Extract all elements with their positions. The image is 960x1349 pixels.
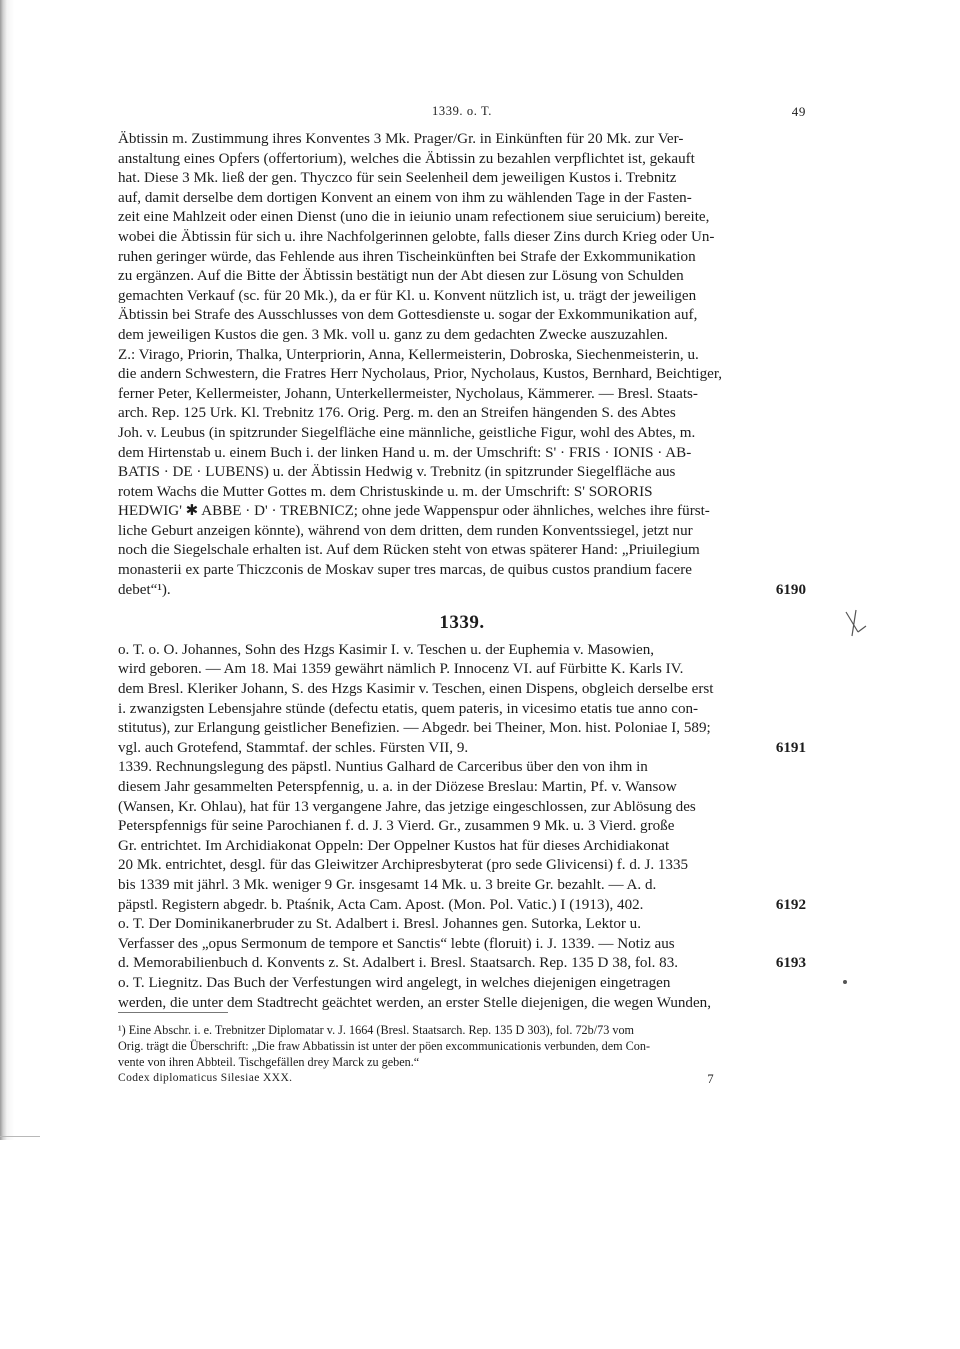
text-line: dem jeweiligen Kustos die gen. 3 Mk. voll u. ganz zu dem gedachten Zwecke auszuzahlen. xyxy=(118,326,668,343)
text-line: vgl. auch Grotefend, Stammtaf. der schles. Fürsten VII, 9. xyxy=(118,739,469,756)
text-line: o. T. o. O. Johannes, Sohn des Hzgs Kasimir I. v. Teschen u. der Euphemia v. Masowien, xyxy=(118,641,655,658)
running-head: 1339. o. T. xyxy=(432,104,492,118)
footnote-line: ¹) Eine Abschr. i. e. Trebnitzer Diplomatar v. J. 1664 (Bresl. Staatsarch. Rep. 135 D 303), fol. 72b/73 vom xyxy=(118,1023,635,1037)
text-line: wobei die Äbtissin für sich u. ihre Nachfolgerinnen gelobte, falls dieser Zins durch Krieg oder Un- xyxy=(118,228,715,245)
text-line: o. T. Liegnitz. Das Buch der Verfestungen wird angelegt, in welches diejenigen eingetragen xyxy=(118,974,671,991)
entry-next xyxy=(118,974,806,1013)
running-header xyxy=(118,104,806,124)
text-line: diesem Jahr gesammelten Peterspfennig, u. a. in der Diözese Breslau: Martin, Pf. v. Wansow xyxy=(118,779,677,795)
entry-6193 xyxy=(118,915,806,974)
text-line: BATIS · DE · LUBENS) u. der Äbtissin Hedwig v. Trebnitz (in spitzrunder Siegelfläche aus xyxy=(118,464,676,481)
text-line: ferner Peter, Kellermeister, Johann, Unterkellermeister, Nycholaus, Kämmerer. — Bresl. Staats- xyxy=(118,385,698,402)
page-body xyxy=(118,130,806,1013)
margin-dot xyxy=(843,980,847,984)
text-line: liche Geburt anzeigen könnte), während von dem dritten, dem runden Konventssiegel, jetzt nur xyxy=(118,522,693,539)
text-line: auf, damit derselbe dem dortigen Konvent an einem von ihm zu wählenden Tage in der Fasten- xyxy=(118,189,692,206)
entry-number: 6190 xyxy=(775,581,806,598)
footnote xyxy=(118,1022,806,1070)
text-line: päpstl. Registern abgedr. b. Ptaśnik, Acta Cam. Apost. (Mon. Pol. Vatic.) I (1913), 402. xyxy=(118,896,644,913)
entry-number: 6192 xyxy=(775,896,806,913)
text-line: 20 Mk. entrichtet, desgl. für das Gleiwitzer Archipresbyterat (pro sede Glivicensi) f. d. J. 1335 xyxy=(118,857,689,874)
text-line: Äbtissin bei Strafe des Ausschlusses von dem Gottesdienste u. sogar der Exkommunikation auf, xyxy=(118,307,698,324)
text-line: werden, die unter dem Stadtrecht geächtet werden, an erster Stelle diejenigen, die wegen Wunden, xyxy=(118,994,711,1011)
text-line: i. zwanzigsten Lebensjahre stünde (defectu etatis, quem pateris, in vicesimo etatis tue anno con- xyxy=(118,700,699,717)
text-line: wird geboren. — Am 18. Mai 1359 gewährt nämlich P. Innocenz VI. auf Fürbitte K. Karls IV. xyxy=(118,661,684,678)
entry-last-line xyxy=(118,954,806,974)
text-line: monasterii ex parte Thiczconis de Moskav super tres marcas, de quibus custos prandium facere xyxy=(118,562,692,579)
text-line: zu ergänzen. Auf die Bitte der Äbtissin bestätigt nun der Abt diesen zur Lösung von Schulden xyxy=(118,268,684,285)
text-line: arch. Rep. 125 Urk. Kl. Trebnitz 176. Orig. Perg. m. den an Streifen hängenden S. des Abtes xyxy=(118,405,676,422)
text-line: d. Memorabilienbuch d. Konvents z. St. Adalbert i. Bresl. Staatsarch. Rep. 135 D 38, fol. 83. xyxy=(118,955,679,972)
text-line: HEDWIG' ✱ ABBE · D' · TREBNICZ; ohne jede Wappenspur oder ähnliches, welches ihre fürst- xyxy=(118,503,710,520)
entry-6191 xyxy=(118,641,806,759)
signature-title: Codex diplomaticus Silesiae XXX. xyxy=(118,1072,293,1084)
entry-last-line xyxy=(118,739,806,759)
footnote-line: Orig. trägt die Überschrift: „Die fraw Abbatissin ist unter der pöen excommunicationis verbunden, dem Con- xyxy=(118,1039,651,1053)
text-line: 1339. Rechnungslegung des päpstl. Nuntius Galhard de Carceribus über den von ihm in xyxy=(118,759,648,776)
text-line: o. T. Der Dominikanerbruder zu St. Adalbert i. Bresl. Johannes gen. Sutorka, Lektor u. xyxy=(118,916,641,933)
text-line: debet“¹). xyxy=(118,581,171,598)
entry-number: 6193 xyxy=(775,955,806,972)
entry-6192 xyxy=(118,758,806,915)
text-line: Joh. v. Leubus (in spitzrunder Siegelfläche eine männliche, geistliche Figur, wohl des Abtes, m. xyxy=(118,424,696,441)
footnote-line: vente von ihren Abbteil. Tischgefällen drey Marck zu geben.“ xyxy=(118,1055,420,1069)
footnote-rule xyxy=(118,1012,228,1013)
entry-last-line xyxy=(118,896,806,916)
text-line: noch die Siegelschale erhalten ist. Auf dem Rücken steht von etwas späterer Hand: „Priuilegium xyxy=(118,542,700,559)
text-line: rotem Wachs die Mutter Gottes m. dem Christuskinde u. m. der Umschrift: S' SORORIS xyxy=(118,483,653,500)
text-line: Gr. entrichtet. Im Archidiakonat Oppeln: Der Oppelner Kustos hat für dieses Archidiakonat xyxy=(118,837,670,854)
text-line: hat. Diese 3 Mk. ließ der gen. Thyczco für sein Seelenheil dem jeweiligen Kustos i. Trebnitz xyxy=(118,170,677,187)
text-line: bis 1339 mit jährl. 3 Mk. weniger 9 Gr. insgesamt 14 Mk. u. 3 breite Gr. bezahlt. — A. d. xyxy=(118,876,657,893)
text-line: Z.: Virago, Priorin, Thalka, Unterpriorin, Anna, Kellermeisterin, Dobroska, Siechenmeisterin, u. xyxy=(118,346,699,363)
text-line: Peterspfennigs für seine Parochianen f. d. J. 3 Vierd. Gr., zusammen 9 Mk. u. 3 Vierd. große xyxy=(118,818,675,835)
scan-edge-mark xyxy=(0,1108,40,1137)
scan-shadow-edge xyxy=(0,0,14,1140)
text-line: dem Hirtenstab u. einem Buch i. der linken Hand u. m. der Umschrift: S' · FRIS · IONIS · AB- xyxy=(118,444,692,461)
signature-sheet: 7 xyxy=(707,1072,714,1086)
text-line: Verfasser des „opus Sermonum de tempore et Sanctis“ lebte (floruit) i. J. 1339. — Notiz aus xyxy=(118,935,675,952)
page-number: 49 xyxy=(791,104,806,119)
margin-pencil-mark xyxy=(842,606,870,646)
text-line: dem Bresl. Kleriker Johann, S. des Hzgs Kasimir v. Teschen, einen Dispens, obgleich derselbe erst xyxy=(118,681,714,698)
year-heading: 1339. xyxy=(439,612,485,634)
text-line: Äbtissin m. Zustimmung ihres Konventes 3 Mk. Prager/Gr. in Einkünften für 20 Mk. zur Ver- xyxy=(118,131,684,147)
entry-number: 6191 xyxy=(775,739,806,756)
entry-6190 xyxy=(118,130,806,600)
text-line: stitutus), zur Erlangung geistlicher Benefizien. — Abgedr. bei Theiner, Mon. hist. Poloniae I, 589; xyxy=(118,720,711,737)
pencil-mark-icon xyxy=(842,606,870,640)
text-line: die andern Schwestern, die Fratres Herr Nycholaus, Prior, Nycholaus, Kustos, Bernhard, Beichtiger, xyxy=(118,366,723,383)
text-line: ruhen geringer würde, das Fehlende aus ihren Tischeinkünften bei Strafe der Exkommunikation xyxy=(118,248,696,265)
text-line: anstaltung eines Opfers (offertorium), welches die Äbtissin zu bezahlen verpflichtet ist, gekauft xyxy=(118,150,695,167)
text-line: gemachten Verkauf (sc. für 20 Mk.), da er für Kl. u. Konvent nützlich ist, u. trägt der jeweiligen xyxy=(118,287,697,304)
text-line: zeit eine Mahlzeit oder einen Dienst (uno die in ieiunio unam refectionem siue seruicium) bereite, xyxy=(118,209,710,226)
text-line: (Wansen, Kr. Ohlau), hat für 13 vergangene Jahre, das jetzige eingeschlossen, zur Ablösung des xyxy=(118,798,696,815)
entry-last-line xyxy=(118,581,806,601)
